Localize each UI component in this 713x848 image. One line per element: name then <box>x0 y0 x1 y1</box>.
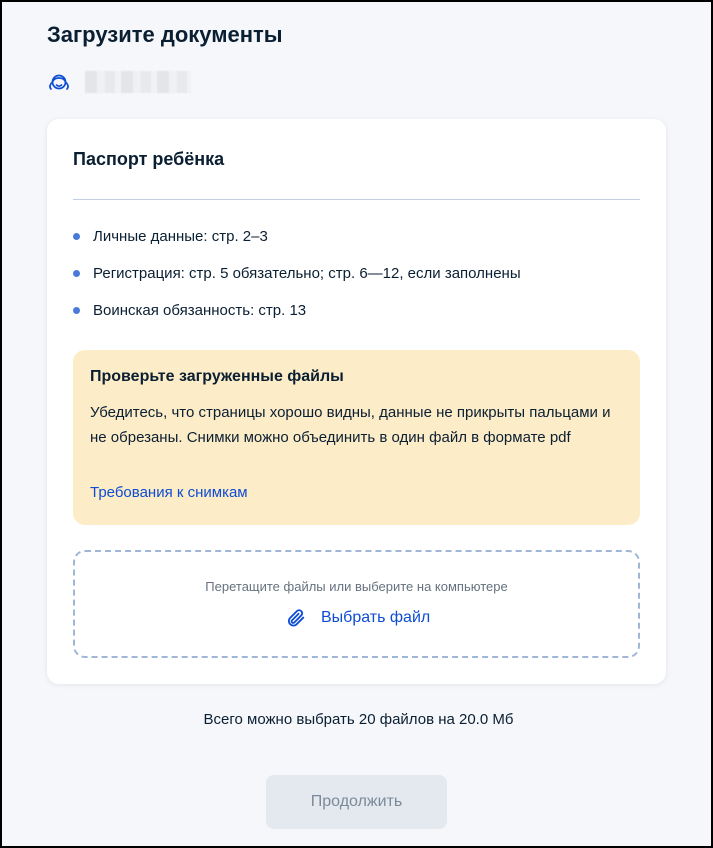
requirement-text: Регистрация: стр. 5 обязательно; стр. 6—12, если заполнены <box>93 265 521 282</box>
divider <box>73 199 640 200</box>
child-face-icon <box>47 70 71 94</box>
bullet-icon <box>73 270 80 277</box>
document-card <box>47 119 666 684</box>
list-item <box>71 264 521 301</box>
user-name-redacted <box>85 71 191 93</box>
bullet-icon <box>73 233 80 240</box>
page-title: Загрузите документы <box>47 22 283 47</box>
requirement-text: Личные данные: стр. 2–3 <box>93 228 268 245</box>
file-limit-text: Всего можно выбрать 20 файлов на 20.0 Мб <box>203 711 514 728</box>
photo-requirements-link[interactable]: Требования к снимкам <box>90 484 248 501</box>
continue-button[interactable]: Продолжить <box>266 775 447 829</box>
dropzone-hint: Перетащите файлы или выберите на компьютере <box>205 579 508 594</box>
list-item <box>71 227 521 264</box>
file-dropzone[interactable] <box>73 550 640 658</box>
requirement-text: Воинская обязанность: стр. 13 <box>93 302 307 319</box>
notice-text: Убедитесь, что страницы хорошо видны, данные не прикрыты пальцами и не обрезаны. Снимки можно объединить в один файл в формате pdf <box>90 404 611 446</box>
requirements-list <box>71 227 521 338</box>
bullet-icon <box>73 307 80 314</box>
document-title: Паспорт ребёнка <box>73 149 225 169</box>
notice-box <box>73 350 640 525</box>
paperclip-icon <box>285 607 307 629</box>
notice-title: Проверьте загруженные файлы <box>90 368 344 385</box>
user-row <box>47 70 191 94</box>
choose-file-label: Выбрать файл <box>321 609 431 626</box>
choose-file-button[interactable] <box>285 606 430 630</box>
list-item <box>71 301 521 338</box>
